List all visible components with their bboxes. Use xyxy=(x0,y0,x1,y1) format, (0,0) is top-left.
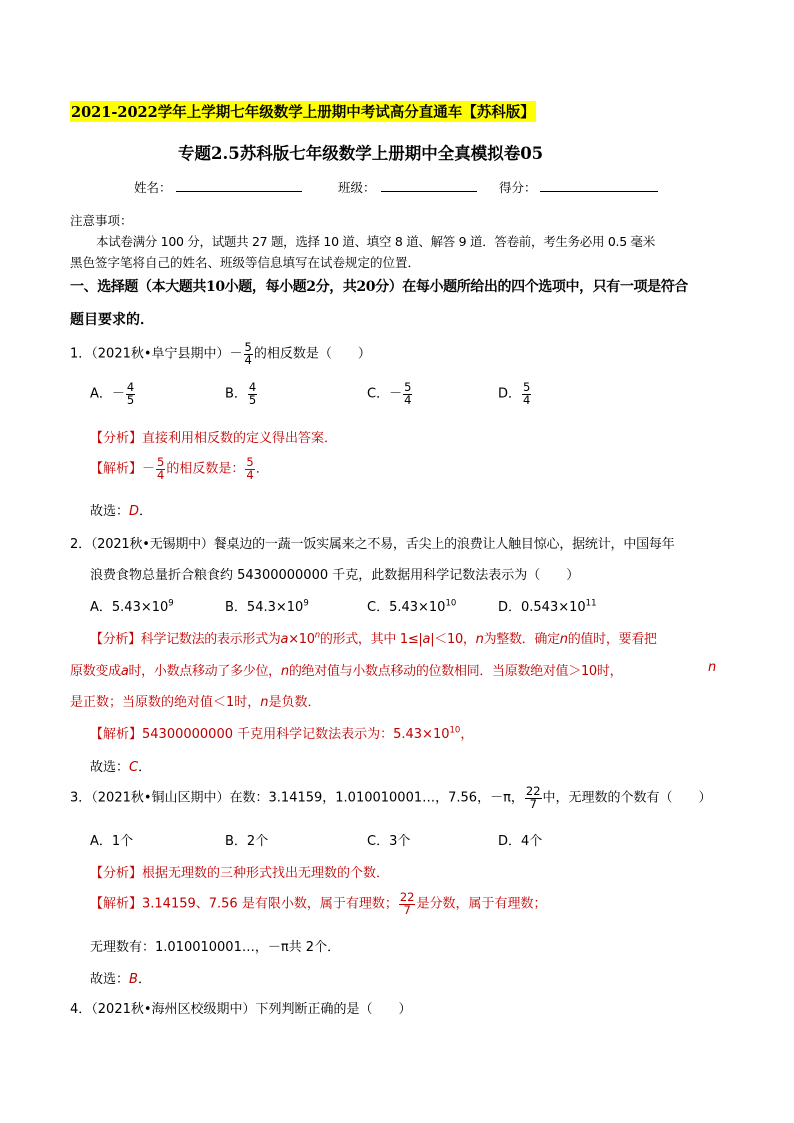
q1-option-d: D． $\frac{5}{4}$ xyxy=(498,380,531,407)
section-heading-line-2: 题目要求的． xyxy=(70,312,154,328)
notice-line-2: 黑色签字笔将自己的姓名、班级等信息填写在试卷规定的位置． xyxy=(70,255,421,270)
class-label: 班级： xyxy=(338,180,376,195)
q3-solution: 【解析】3.14159、7.56 是有限小数，属于有理数； $\frac{22}{7}$ 是分数，属于有理数； xyxy=(90,890,547,917)
q1-option-b: B． $\frac{4}{5}$ xyxy=(225,380,257,407)
q2-option-c: C．$5.43\times 10^{10}$ xyxy=(367,598,457,615)
q2-option-a: A．$5.43\times 10^9$ xyxy=(90,598,174,615)
q3-analysis: 【分析】根据无理数的三种形式找出无理数的个数． xyxy=(90,866,390,881)
q1-analysis: 【分析】直接利用相反数的定义得出答案． xyxy=(90,431,338,446)
notice-heading: 注意事项： xyxy=(70,213,133,228)
q1-option-a: A．－ $\frac{4}{5}$ xyxy=(90,380,135,407)
q2-analysis-line-3: 是正数；当原数的绝对值＜1时，n是负数． xyxy=(70,695,321,710)
q2-option-b: B．$54.3\times 10^9$ xyxy=(225,598,309,615)
question-4: 4．（2021秋•海州区校级期中）下列判断正确的是（ ） xyxy=(70,1002,412,1017)
q1-option-c: C．－ $\frac{5}{4}$ xyxy=(367,380,412,407)
score-blank xyxy=(540,191,658,192)
section-heading-line-1: 一、选择题（本大题共10小题，每小题2分，共20分）在每小题所给出的四个选项中，只有一项是符合 xyxy=(70,279,688,295)
notice-line-1: 本试卷满分 100 分，试题共 27 题，选择 10 道、填空 8 道、解答 9 道．答卷前，考生务必用 0.5 毫米 xyxy=(96,234,655,249)
q3-solution-line-2: 无理数有：1.010010001…，－π共 2个． xyxy=(90,940,341,955)
score-label: 得分： xyxy=(499,180,537,195)
question-3: 3．（2021秋•铜山区期中）在数：3.14159，1.010010001…，7.56，－π， $\frac{22}{7}$ 中，无理数的个数有（ ） xyxy=(70,784,712,811)
name-blank xyxy=(176,191,302,192)
q2-analysis-line-1: 【分析】科学记数法的表示形式为$a\times 10^n$的形式，其中 1≤|a|＜10，n为整数．确定n的值时，要看把 xyxy=(90,630,657,647)
question-1-suffix: 的相反数是（ ） xyxy=(253,346,371,362)
class-blank xyxy=(381,191,477,192)
q1-solution: 【解析】－ $\frac{5}{4}$ 的相反数是： $\frac{5}{4}$ ． xyxy=(90,455,269,482)
question-1-fraction: $\frac{5}{4}$ xyxy=(244,340,252,367)
series-banner: 2021-2022学年上学期七年级数学上册期中考试高分直通车【苏科版】 xyxy=(70,101,536,122)
q3-option-c: C．3个 xyxy=(367,834,411,849)
q2-answer: 故选：C． xyxy=(90,760,152,775)
q3-option-b: B．2个 xyxy=(225,834,269,849)
question-2-line-1: 2．（2021秋•无锡期中）餐桌边的一蔬一饭实属来之不易，舌尖上的浪费让人触目惊心，据统计，中国每年 xyxy=(70,537,675,552)
question-1 xyxy=(70,342,371,366)
q3-answer: 故选：B． xyxy=(90,972,151,987)
q2-option-d: D．$0.543\times 10^{11}$ xyxy=(498,598,597,615)
q3-option-d: D．4个 xyxy=(498,834,543,849)
q2-analysis-line-2: 原数变成a时，小数点移动了多少位，n的绝对值与小数点移动的位数相同．当原数绝对值＞10时， n xyxy=(70,660,716,679)
q3-option-a: A．1个 xyxy=(90,834,134,849)
question-2-line-2: 浪费食物总量折合粮食约 54300000000 千克，此数据用科学记数法表示为（ ） xyxy=(90,568,580,583)
question-1-prefix: 1．（2021秋•阜宁县期中）－ xyxy=(70,346,243,362)
q1-answer: 故选：D． xyxy=(90,504,153,519)
exam-title: 专题2.5苏科版七年级数学上册期中全真模拟卷05 xyxy=(178,144,544,163)
q2-solution: 【解析】54300000000 千克用科学记数法表示为：$5.43\times 10^{10}$， xyxy=(90,725,474,742)
name-label: 姓名： xyxy=(134,180,172,195)
